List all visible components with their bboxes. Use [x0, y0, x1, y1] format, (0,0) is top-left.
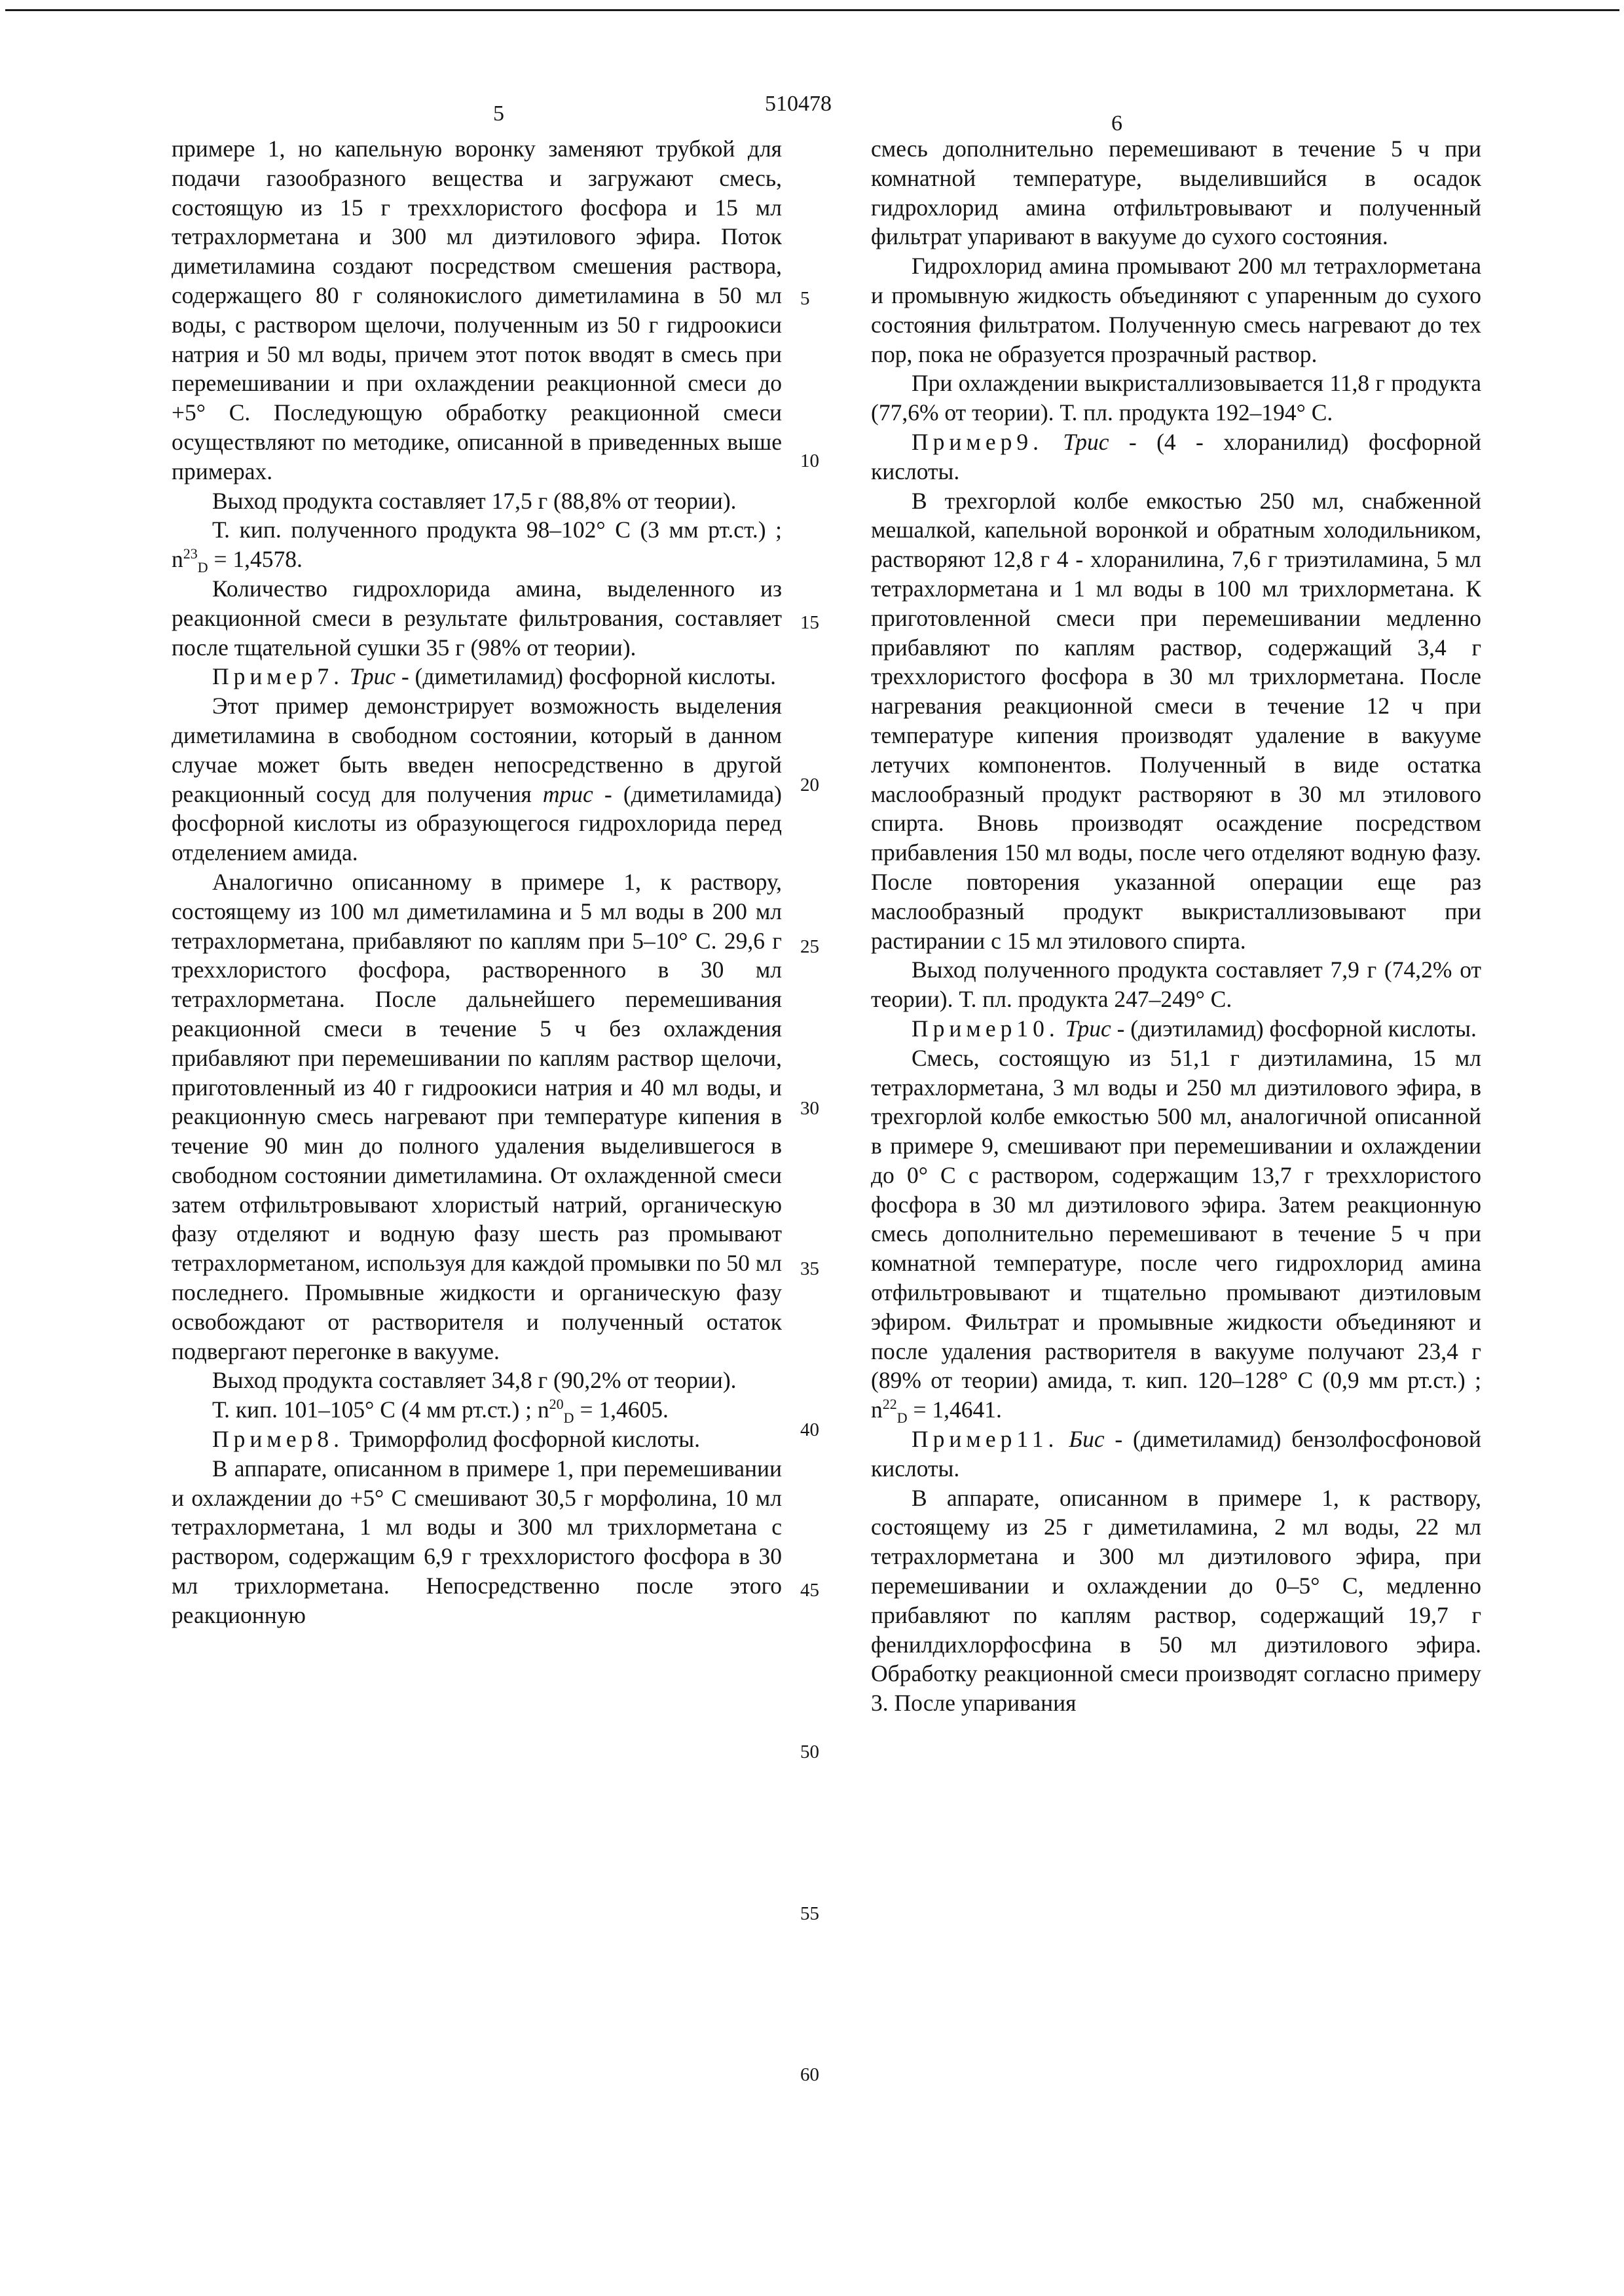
- italic-term: Бис: [1069, 1426, 1105, 1453]
- paragraph: В трехгорлой колбе емкостью 250 мл, снабженной мешалкой, капельной воронкой и обратным холодильником, растворяют 12,8 г 4 - хлоранилина, 7,6 г триэтиламина, 5 мл тетрахлорметана и 1 мл воды в 100 мл трихлорметана. К приготовленной смеси при перемешивании медленно прибавляют по каплям раствор, содержащий 3,4 г треххлористого фосфора в 30 мл трихлорметана. После нагревания реакционной смеси в течение 12 ч при температуре кипения производят удаление в вакууме летучих компонентов. Полученный в виде остатка маслообразный продукт растворяют в 30 мл этилового спирта. Вновь производят осаждение посредством прибавления 150 мл воды, после чего отделяют водную фазу. После повторения указанной операции еще раз маслообразный продукт выкристаллизовывают при растирании с 15 мл этилового спирта.: [871, 487, 1481, 954]
- subscript: D: [197, 559, 208, 576]
- line-number: 5: [800, 288, 810, 309]
- superscript: 23: [183, 545, 198, 562]
- text-run: - (диэтиламид) фосфорной кислоты.: [1111, 1015, 1477, 1042]
- paragraph: [871, 1044, 1481, 1425]
- paragraph: Выход продукта составляет 17,5 г (88,8% от теории).: [212, 487, 737, 514]
- right-column: [871, 134, 1481, 1718]
- paragraph: Гидрохлорид амина промывают 200 мл тетрахлорметана и промывную жидкость объединяют с упаренным до сухого состояния фильтратом. Полученную смесь нагревают до тех пор, пока не образуется прозрачный раствор.: [871, 253, 1481, 367]
- italic-term: Трис: [1063, 428, 1109, 455]
- text-run: Этот пример демонстрирует возможность выделения диметиламина в свободном состоянии, который в данном случае может быть введен непосредственно в другой реакционный сосуд для получения: [172, 693, 782, 807]
- text-run: - (диметиламид) бензолфосфоновой кислоты.: [871, 1426, 1481, 1482]
- line-number: 25: [800, 936, 819, 957]
- top-rule: [5, 9, 1619, 11]
- line-number: 40: [800, 1419, 819, 1440]
- text-run: Т. кип. полученного продукта 98–102° С (3 мм рт.ст.) ; n: [172, 517, 782, 573]
- text-run: = 1,4641.: [907, 1396, 1002, 1423]
- text-run: = 1,4605.: [574, 1396, 669, 1423]
- example-heading: [172, 662, 782, 691]
- example-heading: [871, 1014, 1481, 1044]
- example-label: Пример8.: [212, 1426, 344, 1453]
- line-number: 50: [800, 1741, 819, 1762]
- text-run: - (4 - хлоранилид) фосфорной кислоты.: [871, 428, 1482, 484]
- page-number-right: 6: [1111, 111, 1122, 136]
- paragraph: смесь дополнительно перемешивают в течение 5 ч при комнатной температуре, выделившийся в осадок гидрохлорид амина отфильтровывают и полученный фильтрат упаривают в вакууме до сухого состояния.: [871, 136, 1481, 250]
- text-run: - (диметиламид) фосфорной кислоты.: [395, 663, 777, 690]
- example-label: Пример7.: [212, 663, 344, 690]
- example-heading: [871, 428, 1481, 486]
- page-number-left: 5: [493, 101, 504, 126]
- line-number: 35: [800, 1258, 819, 1279]
- patent-number: 510478: [765, 92, 832, 116]
- italic-term: трис: [542, 780, 593, 807]
- paragraph: [172, 515, 782, 574]
- example-label: Пример11.: [912, 1426, 1059, 1453]
- text-run: Т. кип. 101–105° С (4 мм рт.ст.) ; n: [212, 1396, 549, 1423]
- example-heading: [172, 1425, 782, 1454]
- text-run: - (диметиламида) фосфорной кислоты из образующегося гидрохлорида перед отделением амида.: [172, 780, 783, 866]
- text-run: Триморфолид фосфорной кислоты.: [343, 1426, 701, 1453]
- line-number: 55: [800, 1903, 819, 1924]
- italic-term: Трис: [1065, 1015, 1111, 1042]
- line-number: 15: [800, 612, 819, 633]
- left-column: [172, 134, 782, 1630]
- superscript: 22: [882, 1396, 897, 1413]
- paragraph: [172, 1395, 782, 1425]
- paragraph: Выход полученного продукта составляет 7,9 г (74,2% от теории). Т. пл. продукта 247–249° С.: [871, 957, 1481, 1013]
- paragraph: В аппарате, описанном в примере 1, при перемешивании и охлаждении до +5° С смешивают 30,5 г морфолина, 10 мл тетрахлорметана, 1 мл воды и 300 мл трихлорметана с раствором, содержащим 6,9 г треххлористого фосфора в 30 мл трихлорметана. Непосредственно после этого реакционную: [172, 1455, 782, 1628]
- paragraph: Количество гидрохлорида амина, выделенного из реакционной смеси в результате фильтрования, составляет после тщательной сушки 35 г (98% от теории).: [172, 575, 782, 661]
- paragraph: Выход продукта составляет 34,8 г (90,2% от теории).: [212, 1367, 737, 1394]
- superscript: 20: [549, 1396, 564, 1413]
- line-number: 45: [800, 1580, 819, 1601]
- line-number: 10: [800, 450, 819, 471]
- line-number: 20: [800, 774, 819, 795]
- paragraph: [172, 691, 782, 867]
- example-heading: [871, 1425, 1481, 1484]
- paragraph: Аналогично описанному в примере 1, к раствору, состоящему из 100 мл диметиламина и 5 мл воды в 200 мл тетрахлорметана, прибавляют по каплям при 5–10° С. 29,6 г треххлористого фосфора, растворенного в 30 мл тетрахлорметана. После дальнейшего перемешивания реакционной смеси в течение 5 ч без охлаждения прибавляют при перемешивании по каплям раствор щелочи, приготовленный из 40 г гидроокиси натрия и 40 мл воды, и реакционную смесь нагревают при температуре кипения в течение 90 мин до полного удаления выделившегося в свободном состоянии диметиламина. От охлажденной смеси затем отфильтровывают хлористый натрий, органическую фазу отделяют и водную фазу шесть раз промывают тетрахлорметаном, используя для каждой промывки по 50 мл последнего. Промывные жидкости и органическую фазу освобождают от растворителя и полученный остаток подвергают перегонке в вакууме.: [172, 868, 782, 1364]
- subscript: D: [563, 1410, 574, 1427]
- text-run: = 1,4578.: [208, 546, 303, 573]
- italic-term: Трис: [349, 663, 396, 690]
- subscript: D: [896, 1410, 908, 1427]
- example-label: Пример9.: [912, 428, 1043, 455]
- line-number: 30: [800, 1098, 819, 1119]
- text-run: Смесь, состоящую из 51,1 г диэтиламина, 15 мл тетрахлорметана, 3 мл воды и 250 мл диэтилового эфира, в трехгорлой колбе емкостью 500 мл, аналогичной описанной в примере 9, смешивают при перемешивании и охлаждении до 0° С с раствором, содержащим 13,7 г треххлористого фосфора в 30 мл диэтилового эфира. Затем реакционную смесь дополнительно перемешивают в течение 5 ч при комнатной температуре, после чего гидрохлорид амина отфильтровывают и тщательно промывают диэтиловым эфиром. Фильтрат и промывные жидкости объединяют и после удаления растворителя в вакууме получают 23,4 г (89% от теории) амида, т. кип. 120–128° С (0,9 мм рт.ст.) ; n: [871, 1044, 1481, 1423]
- example-label: Пример10.: [912, 1015, 1060, 1042]
- paragraph: При охлаждении выкристаллизовывается 11,8 г продукта (77,6% от теории). Т. пл. продукта 192–194° С.: [871, 370, 1481, 426]
- line-number: 60: [800, 2064, 819, 2085]
- paragraph: В аппарате, описанном в примере 1, к раствору, состоящему из 25 г диметиламина, 2 мл воды, 22 мл тетрахлорметана и 300 мл диэтилового эфира, при перемешивании и охлаждении до 0–5° С, медленно прибавляют по каплям раствор, содержащий 19,7 г фенилдихлорфосфина в 50 мл диэтилового эфира. Обработку реакционной смеси производят согласно примеру 3. После упаривания: [871, 1484, 1481, 1717]
- paragraph: примере 1, но капельную воронку заменяют трубкой для подачи газообразного вещества и загружают смесь, состоящую из 15 г треххлористого фосфора и 15 мл тетрахлорметана и 300 мл диэтилового эфира. Поток диметиламина создают посредством смешения раствора, содержащего 80 г солянокислого диметиламина в 50 мл воды, с раствором щелочи, полученным из 50 г гидроокиси натрия и 50 мл воды, причем этот поток вводят в смесь при перемешивании и при охлаждении реакционной смеси до +5° С. Последующую обработку реакционной смеси осуществляют по методике, описанной в приведенных выше примерах.: [172, 136, 782, 484]
